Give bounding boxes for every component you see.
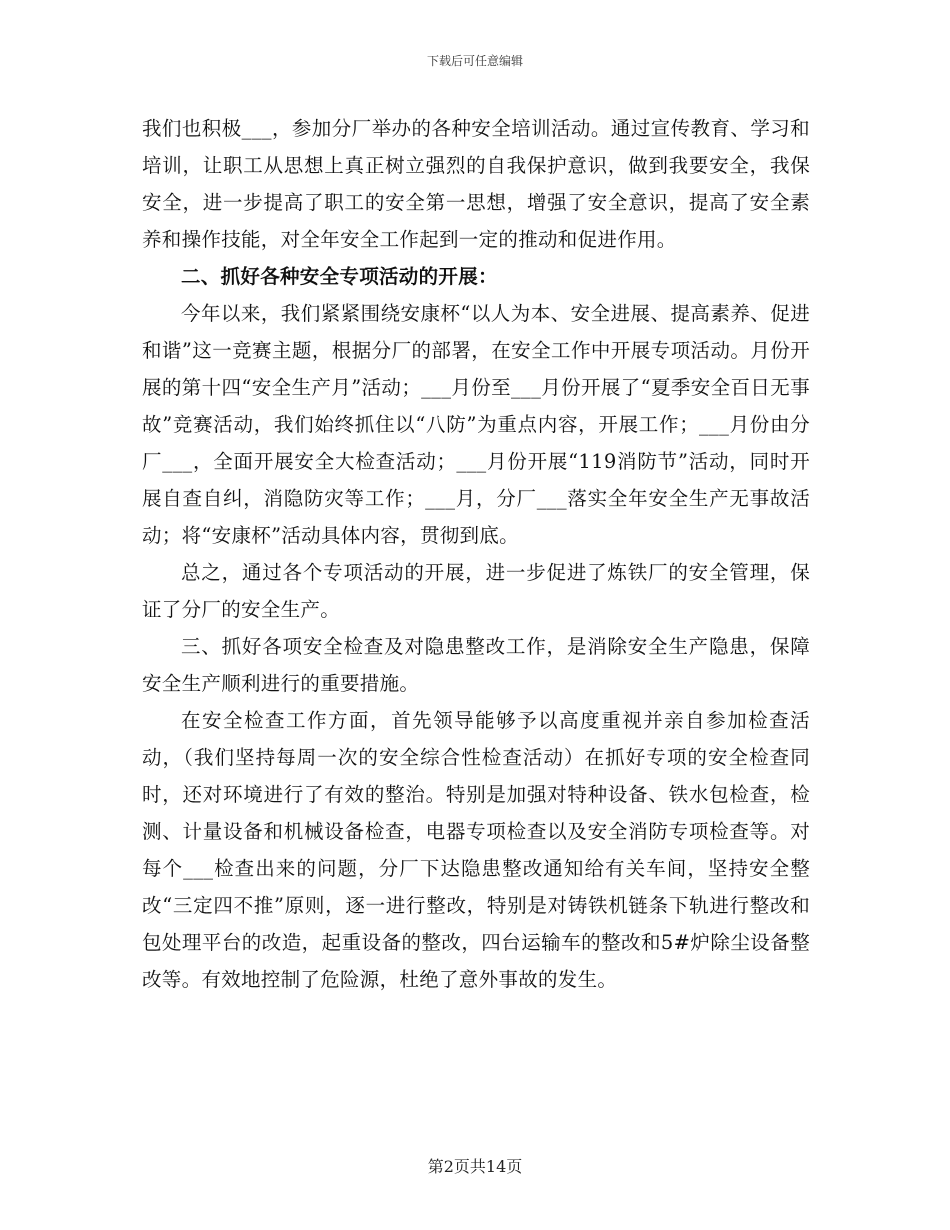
section-heading-inspection: 三、抓好各项安全检查及对隐患整改工作，是消除安全生产隐患，保障安全生产顺利进行的重要措施。 (142, 635, 810, 695)
page-number: 第2页共14页 (427, 1157, 523, 1176)
paragraph-special-activities: 今年以来，我们紧紧围绕安康杯“以人为本、安全进展、提高素养、促进和谐”这一竞赛主题，根据分厂的部署，在安全工作中开展专项活动。月份开展的第十四“安全生产月”活动；___月份至___月份开展了“夏季安全百日无事故”竞赛活动，我们始终抓住以“八防”为重点内容，开展工作；___月份由分厂___，全面开展安全大检查活动；___月份开展“119消防节”活动，同时开展自查自纠，消隐防灾等工作；___月，分厂___落实全年安全生产无事故活动；将“安康杯”活动具体内容，贯彻到底。 (142, 302, 810, 547)
paragraph-training: 我们也积极___，参加分厂举办的各种安全培训活动。通过宣传教育、学习和培训，让职工从思想上真正树立强烈的自我保护意识，做到我要安全，我保安全，进一步提高了职工的安全第一思想，增强了安全意识，提高了安全素养和操作技能，对全年安全工作起到一定的推动和促进作用。 (142, 117, 810, 251)
paragraph-inspection: 在安全检查工作方面，首先领导能够予以高度重视并亲自参加检查活动，（我们坚持每周一次的安全综合性检查活动）在抓好专项的安全检查同时，还对环境进行了有效的整治。特别是加强对特种设备、铁水包检查，检测、计量设备和机械设备检查，电器专项检查以及安全消防专项检查等。对每个___检查出来的问题，分厂下达隐患整改通知给有关车间，坚持安全整改“三定四不推”原则，逐一进行整改，特别是对铸铁机链条下轨进行整改和包处理平台的改造，起重设备的整改，四台运输车的整改和5#炉除尘设备整改等。有效地控制了危险源，杜绝了意外事故的发生。 (142, 709, 810, 991)
document-body (142, 110, 810, 998)
page-header: 下载后可任意编辑 (426, 54, 523, 68)
section-heading-special-activities: 二、抓好各种安全专项活动的开展： (181, 265, 498, 288)
paragraph-summary: 总之，通过各个专项活动的开展，进一步促进了炼铁厂的安全管理，保证了分厂的安全生产。 (142, 561, 810, 621)
